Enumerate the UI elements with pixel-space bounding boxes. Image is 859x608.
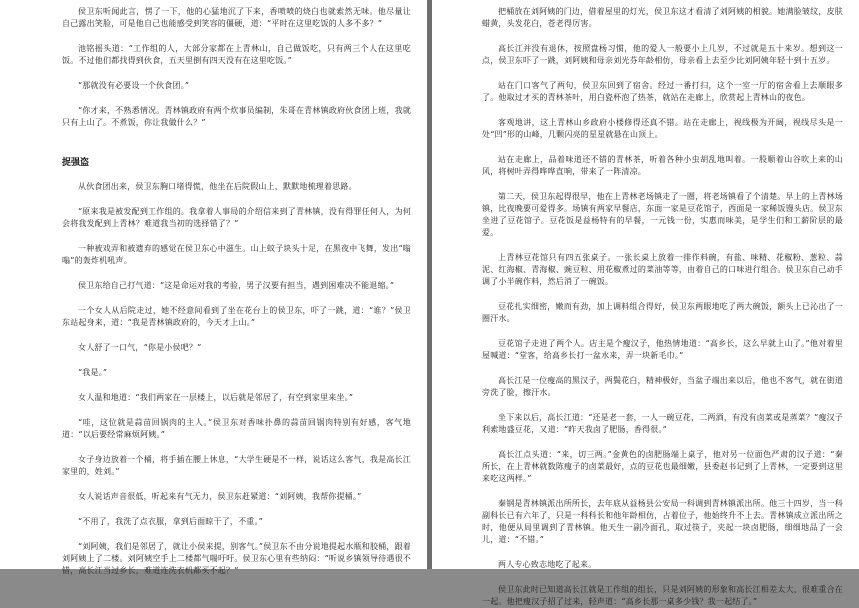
paragraph: 侯卫东此时已知道高长江就是工作组的组长，只是刘阿姨的形象和高长江相差太大，很难重合在一起。他把瘦汉子招了过来，轻声道：“高乡长那一桌多少钱？我一起结了。” xyxy=(482,585,843,606)
paragraph: 上青林豆花馆只有四五张桌子。一张长桌上放着一排作料碗，有盐、味精、花椒粉、葱粒、蒜泥、红海椒、青海椒、豌豆粒、用花椒煮过的菜油等等，由着自己的口味进行组合。侯卫东自己动手调了小半碗作料，然后消了一碗饭。 xyxy=(482,253,843,286)
paragraph: “哇，这位就是蒜苗回锅肉的主人。”侯卫东对香味扑鼻的蒜苗回锅肉特别有好感，客气地道：“以后要经常麻烦阿姨。” xyxy=(62,418,411,439)
paragraph: 一个女人从后院走过，她不经意间看到了坐在花台上的侯卫东，吓了一跳，道：“谁？”侯卫东站起身来，道：“我是青林镇政府的，今天才上山。” xyxy=(62,306,411,327)
paragraph: 女人说话声音很低，听起来有气无力，侯卫东赶紧道：“刘阿姨，我帮你提桶。” xyxy=(78,492,362,501)
paragraph: 从伙食团出来，侯卫东胸口堵得慌，他坐在后院假山上，默默地梳理着思路。 xyxy=(78,182,357,191)
paragraph: 秦钢是青林镇派出所所长，去年底从益杨县公安局一科调到青林镇派出所。他三十四岁，当一科副科长已有六年了，只是一科科长和他年龄相仿，占着位子，他始终升不上去。青林镇成立派出所之时，他便从局里调到了青林镇。他天生一副冷面孔，取过筷子，夹起一块卤肥肠，细细地品了一会儿，道：“不错。” xyxy=(482,499,843,544)
paragraph: “不用了，我洗了点衣服，拿到后面晾干了，不重。” xyxy=(78,517,263,526)
paragraph: 把桶放在刘阿姨的门边，借着屋里的灯光，侯卫东这才看清了刘阿姨的相貌。她满脸皱纹，皮肤蜡黄，头发花白，苍老得厉害。 xyxy=(482,7,843,28)
paragraph: “我是。” xyxy=(78,368,108,377)
paragraph: 坐下来以后，高长江道：“还是老一套，一人一碗豆花，二两酒，有没有卤菜或是蒸菜？”瘦汉子利索地盛豆花，又道：“昨天我卤了肥肠，香得很。” xyxy=(482,413,843,434)
paragraph: 侯卫东听闻此言，愣了一下，他的心猛地沉了下来，香喷喷的烧白也就索然无味。他尽量让自己露出笑脸，可是他自己也能感受到笑容的僵硬，道：“平时在这里吃饭的人多不多？” xyxy=(62,7,411,28)
paragraph: 高长江点头道：“来，切三两。”金黄色的卤肥肠端上桌子，他对另一位面色严肃的汉子道：“秦所长，在上青林就数陈瘦子的卤菜最好，点的豆花也最细嫩，县委赵书记到了上青林，一定要到这里来吃这两样。” xyxy=(482,450,843,483)
paragraph: 侯卫东给自己打气道：“这是命运对我的考验，男子汉要有担当，遇到困难决不能退缩。” xyxy=(78,281,395,290)
paragraph: 女人温和地道：“我们两家在一层楼上，以后就是邻居了，有空到家里来坐。” xyxy=(78,393,354,402)
paragraph: 豆花馆子走进了两个人。店主是个瘦汉子，他热情地道：“高乡长，这么早就上山了。”他对着里屋喊道：“堂客，给高乡长打一盆水来，弄一块新毛巾。” xyxy=(482,339,843,360)
paragraph: 池铭摇头道：“工作组的人，大部分家都在上青林山，自己做饭吃，只有两三个人在这里吃饭。不过他们都找得到伙食，五天里倒有四天没有在这里吃饭。” xyxy=(62,44,411,65)
paragraph: 一种被戏弄和被遗弃的感觉在侯卫东心中滋生。山上蚊子块头十足，在黑夜中飞舞，发出“嗡嗡”的轰炸机吼声。 xyxy=(62,244,411,265)
paragraph: “原来我是被发配到工作组的。我拿着人事局的介绍信来到了青林镇，没有得罪任何人，为何会将我发配到上青林？难道我当初的选择错了？” xyxy=(62,207,411,228)
paragraph: 女人舒了一口气，“你是小侯吧？” xyxy=(78,343,202,352)
paragraph: 高长江并没有退休，按照盘杨习惯，他的爱人一般要小上几岁，不过就是五十来岁。想到这一点，侯卫东吓了一跳，刘阿姨和母亲刘光芬年龄相仿，母亲看上去至少比刘阿姨年轻十到十五岁。 xyxy=(482,44,843,65)
paragraph: 高长江是一位瘦高的黑汉子，两鬓花白，精神极好，当盆子端出来以后，他也不客气，就在街道旁洗了脸，擦汗水。 xyxy=(482,376,843,397)
paragraph: 第二天，侯卫东起得很早，他在上青林老场镇走了一圈，将老场镇看了个清楚。早上的上青林场镇，比夜晚要可爱得多。场镇有两家早餐店，东面一家是豆花馆子，西面是一家稀饭馒头店。侯卫东坐进了豆花馆子。豆花饭是益杨特有的早餐，一元钱一份，实惠而味美，是学生们和工薪阶层的最爱。 xyxy=(482,192,843,237)
section-title: 捉强盗 xyxy=(62,158,90,168)
paragraph: “你才来，不熟悉情况。青林镇政府有两个炊事员编制，朱哥在青林镇政府伙食团上班，我就只有上山了。不煮饭，你让我做什么？” xyxy=(62,106,411,127)
paragraph: 豆花扎实细密，嫩而有劲，加上调料组合得好，侯卫东两眼地吃了两大碗饭，额头上已沁出了一圈汗水。 xyxy=(482,302,843,323)
paragraph: 站在走廊上，品着味道还不错的青林茶，听着各种小虫胡乱地叫着。一股顺着山谷吹上来的山风，将树叶弄得哗哗直响，带来了一阵清凉。 xyxy=(482,155,843,176)
paragraph: “刘阿姨，我们是邻居了，就让小侯来提，别客气。”侯卫东不由分说地提起水瓶和胶桶，跟着刘阿姨上了二楼。刘阿姨空手上二楼都气喘吁吁。侯卫东心里有些纳闷：“听说乡镇领导待遇很不错，高长江当过乡长，难道连洗衣机都买不起？” xyxy=(62,542,411,575)
right-page xyxy=(432,0,859,606)
left-page xyxy=(0,0,427,575)
paragraph: “那就没有必要设一个伙食团。” xyxy=(78,81,190,90)
paragraph: 两人专心致志地吃了起来。 xyxy=(498,560,597,569)
paragraph: 站在门口客气了两句，侯卫东回到了宿舍。经过一番打扫，这个一室一厅的宿舍看上去顺眼多了。他取过才买的青林茶叶，用白瓷杯泡了热茶，就站在走廊上，欣赏起上青林山的夜色。 xyxy=(482,81,843,102)
paragraph: 女子身边放着一个桶，将手插在腰上休息，“大学生硬是不一样，说话这么客气，我是高长江家里的，姓刘。” xyxy=(62,455,411,476)
paragraph: 客观地讲，这上青林山乡政府小楼修得还真不错。站在走廊上，视线极为开阔，视线尽头是一处“凹”形的山峰，几颗闪亮的星星就悬在山顶上。 xyxy=(482,118,843,139)
